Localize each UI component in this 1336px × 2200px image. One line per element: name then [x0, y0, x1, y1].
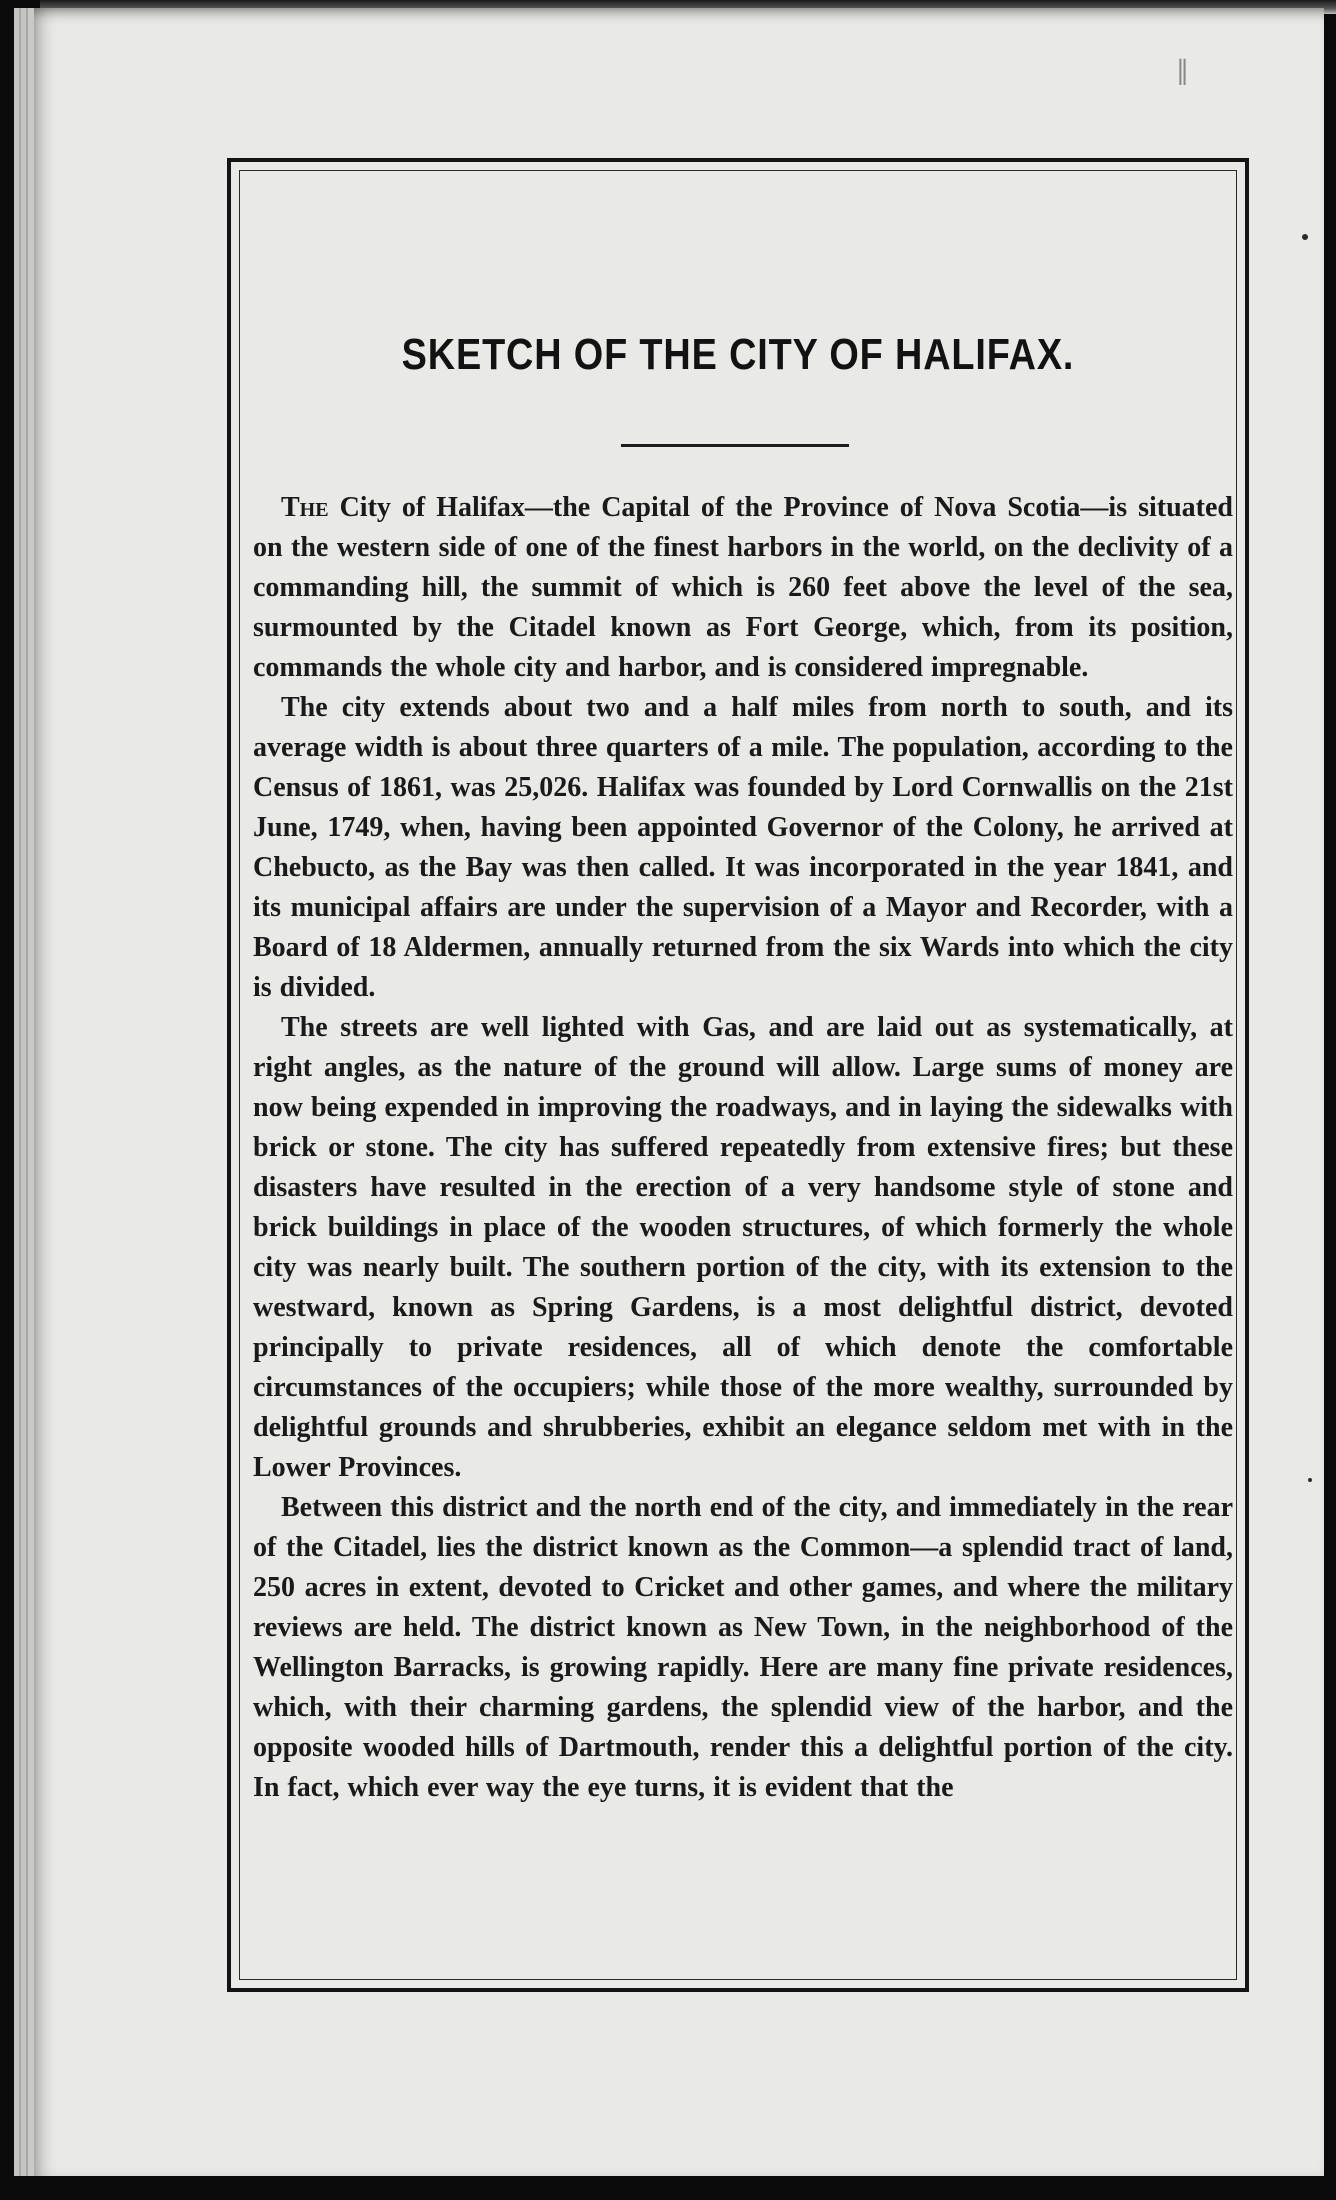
paragraph: The streets are well lighted with Gas, and are laid out as systematically, at right angles, as the nature of the ground will allow. Large sums of money are now being expended in improving the roadways, and in laying the sidewalks with brick or stone. The city has suffered repeatedly from extensive fires; but these disasters have resulted in the erection of a very handsome style of stone and brick buildings in place of the wooden structures, of which formerly the whole city was nearly built. The southern portion of the city, with its extension to the westward, known as Spring Gardens, is a most delightful district, devoted principally to private residences, all of which denote the comfortable circumstances of the occupiers; while those of the more wealthy, surrounded by delightful grounds and shrubberies, exhibit an elegance seldom met with in the Lower Provinces. — [253, 1012, 1233, 1483]
page-speck — [1302, 234, 1308, 240]
paragraph-text: City of Halifax—the Capital of the Province of Nova Scotia—is situated on the western side of one of the finest harbors in the world, on the declivity of a commanding hill, the summit of which is 260 feet above the level of the sea, surmounted by the Citadel known as Fort George, which, from its position, commands the whole city and harbor, and is considered impregnable. — [253, 492, 1233, 683]
paragraph: Between this district and the north end of the city, and immediately in the rear of the Citadel, lies the district known as the Common—a splendid tract of land, 250 acres in extent, devoted to Cricket and other games, and where the military reviews are held. The district known as New Town, in the neighborhood of the Wellington Barracks, is growing rapidly. Here are many fine private residences, which, with their charming gardens, the splendid view of the harbor, and the opposite wooded hills of Dartmouth, render this a delightful portion of the city. In fact, which ever way the eye turns, it is evident that the — [253, 1492, 1233, 1803]
paragraph: The city extends about two and a half miles from north to south, and its average width is about three quarters of a mile. The population, according to the Census of 1861, was 25,026. Halifax was founded by Lord Cornwallis on the 21st June, 1749, when, having been appointed Governor of the Colony, he arrived at Chebucto, as the Bay was then called. It was incorporated in the year 1841, and its municipal affairs are under the supervision of a Mayor and Recorder, with a Board of 18 Aldermen, annually returned from the six Wards into which the city is divided. — [253, 692, 1233, 1003]
title-rule — [621, 444, 849, 447]
page-title: SKETCH OF THE CITY OF HALIFAX. — [401, 330, 1075, 379]
page-speck — [1308, 1478, 1312, 1482]
text-frame — [227, 158, 1249, 1992]
article-body — [253, 488, 1233, 1808]
paragraph — [253, 488, 1233, 688]
paragraph-lead: The — [281, 492, 329, 523]
book-page — [28, 8, 1324, 2176]
margin-mark: ‖ — [1176, 56, 1189, 86]
